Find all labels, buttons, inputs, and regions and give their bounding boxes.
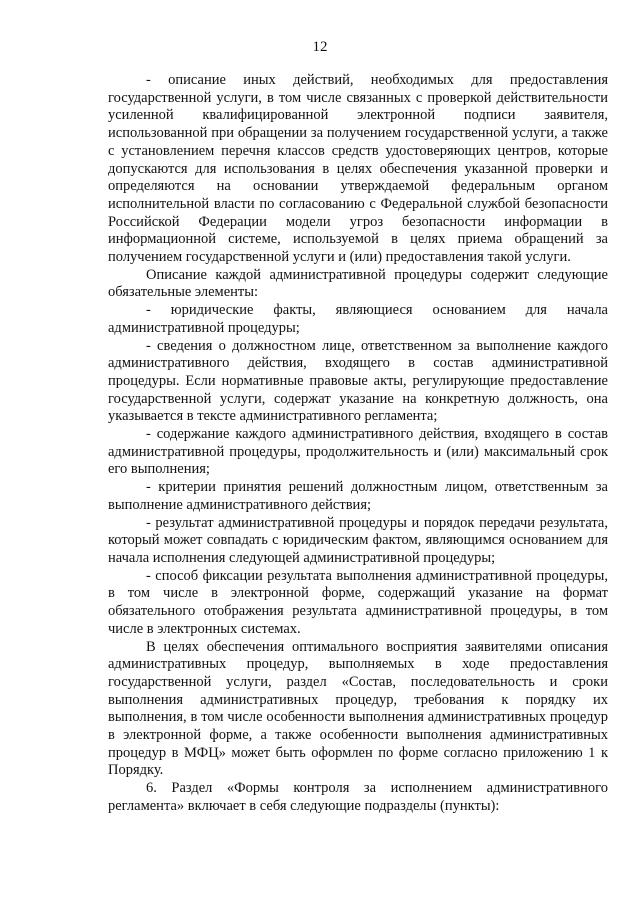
list-item-decision-criteria: - критерии принятия решений должностным лицом, ответственным за выполнение административного действия; <box>108 479 608 513</box>
list-item-result-recording: - способ фиксации результата выполнения административной процедуры, в том числе в электронной форме, содержащий указание на формат обязательного отображения результата административной процедуры, в том числе в электронных системах. <box>108 567 608 637</box>
page-number: 12 <box>312 39 328 55</box>
paragraph-optimal-perception: В целях обеспечения оптимального восприятия заявителями описания административных процедур, выполняемых в ходе предоставления государственной услуги, раздел «Состав, последовательность и сроки выполнения административных процедур, требования к порядку их выполнения, в том числе особенности выполнения административных процедур в электронной форме, а также особенности выполнения административных процедур в МФЦ» может быть оформлен по форме согласно приложению 1 к Порядку. <box>108 638 608 779</box>
paragraph-procedure-description: Описание каждой административной процедуры содержит следующие обязательные элементы: <box>108 266 608 301</box>
paragraph-other-actions: - описание иных действий, необходимых для предоставления государственной услуги, в том числе связанных с проверкой действительности усиленной квалифицированной электронной подписи заявителя, использованной при обращении за получением государственной услуги, а также с установлением перечня классов средств удостоверяющих центров, которые допускаются для использования в целях обеспечения указанной проверки и определяются на основании утверждаемой федеральным органом исполнительной власти по согласованию с Федеральной службой безопасности Российской Федерации модели угроз безопасности информации в информационной системе, используемой в целях приема обращений за получением государственной услуги и (или) предоставления такой услуги. <box>108 72 608 266</box>
list-item-action-content: - содержание каждого административного действия, входящего в состав административной процедуры, продолжительность и (или) максимальный срок его выполнения; <box>108 426 608 478</box>
list-item-legal-facts: - юридические факты, являющиеся основанием для начала административной процедуры; <box>108 302 608 336</box>
list-item-procedure-result: - результат административной процедуры и порядок передачи результата, который может совпадать с юридическим фактом, являющимся основанием для начала исполнения следующей административной процедуры; <box>108 514 608 566</box>
list-item-responsible-official: - сведения о должностном лице, ответственном за выполнение каждого административного действия, входящего в состав административной процедуры. Если нормативные правовые акты, регулирующие предоставление государственной услуги, содержат указание на конкретную должность, она указывается в тексте административного регламента; <box>108 337 608 425</box>
document-body <box>108 72 608 816</box>
paragraph-section-6: 6. Раздел «Формы контроля за исполнением административного регламента» включает в себя следующие подразделы (пункты): <box>108 780 608 814</box>
